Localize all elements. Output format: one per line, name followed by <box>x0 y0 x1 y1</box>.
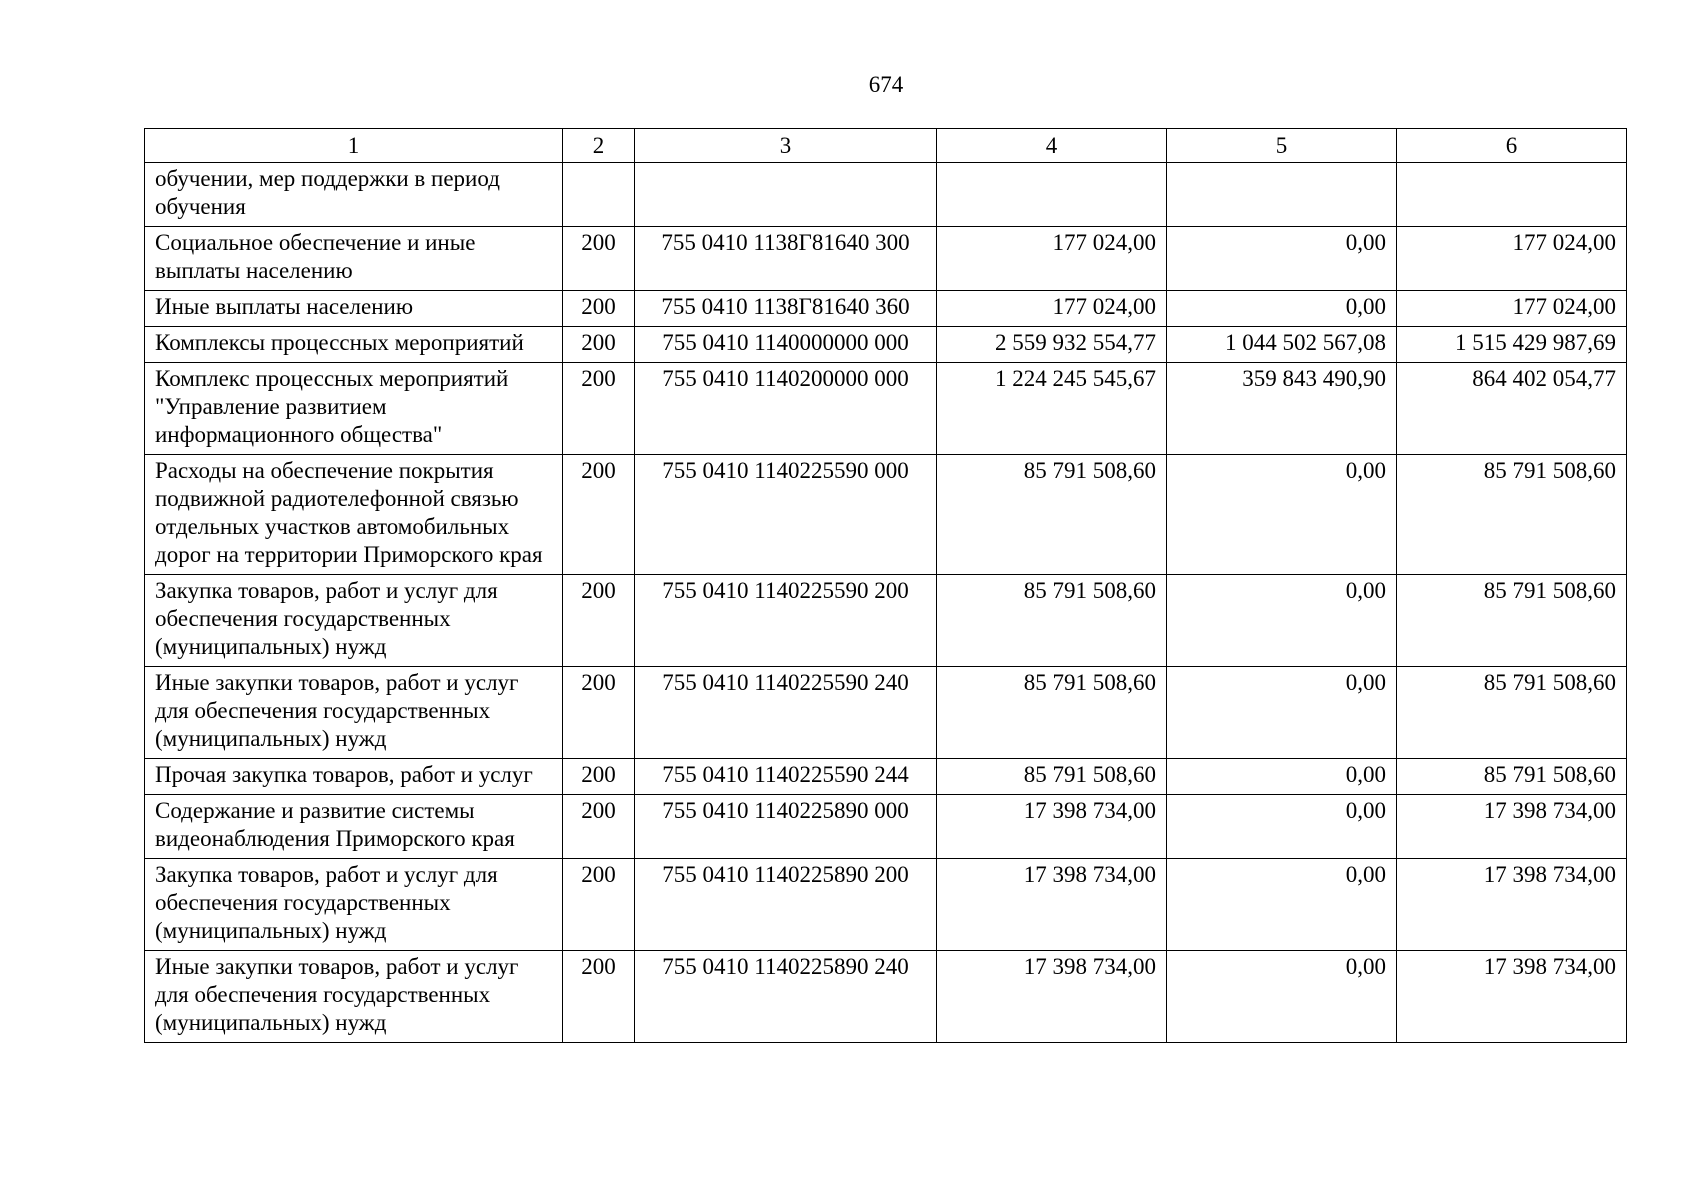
row-code-cell: 755 0410 1140225890 240 <box>635 951 937 1043</box>
column-header: 3 <box>635 129 937 163</box>
page-number: 674 <box>868 72 904 97</box>
header-row <box>145 129 1627 163</box>
table-body <box>145 163 1627 1043</box>
row-amount-federal-cell <box>1167 163 1397 227</box>
row-amount-federal-cell: 1 044 502 567,08 <box>1167 327 1397 363</box>
row-amount-total-cell: 2 559 932 554,77 <box>937 327 1167 363</box>
row-section-cell: 200 <box>563 455 635 575</box>
row-amount-total-cell: 1 224 245 545,67 <box>937 363 1167 455</box>
row-code-cell: 755 0410 1140225890 200 <box>635 859 937 951</box>
row-amount-regional-cell: 177 024,00 <box>1397 227 1627 291</box>
row-section-cell: 200 <box>563 667 635 759</box>
table-header <box>145 129 1627 163</box>
table-row <box>145 163 1627 227</box>
row-name-cell: Комплекс процессных мероприятий "Управление развитием информационного общества" <box>145 363 563 455</box>
row-amount-regional-cell: 85 791 508,60 <box>1397 455 1627 575</box>
row-amount-federal-cell: 0,00 <box>1167 227 1397 291</box>
row-name-cell: Социальное обеспечение и иные выплаты населению <box>145 227 563 291</box>
row-name-cell: Иные закупки товаров, работ и услуг для обеспечения государственных (муниципальных) нужд <box>145 951 563 1043</box>
row-section-cell: 200 <box>563 859 635 951</box>
column-header: 4 <box>937 129 1167 163</box>
row-section-cell: 200 <box>563 363 635 455</box>
column-header: 1 <box>145 129 563 163</box>
row-amount-regional-cell: 17 398 734,00 <box>1397 859 1627 951</box>
row-code-cell: 755 0410 1140225590 000 <box>635 455 937 575</box>
row-section-cell <box>563 163 635 227</box>
row-code-cell: 755 0410 1140000000 000 <box>635 327 937 363</box>
row-name-cell: Закупка товаров, работ и услуг для обеспечения государственных (муниципальных) нужд <box>145 575 563 667</box>
row-name-cell: Закупка товаров, работ и услуг для обеспечения государственных (муниципальных) нужд <box>145 859 563 951</box>
row-section-cell: 200 <box>563 795 635 859</box>
row-amount-regional-cell: 17 398 734,00 <box>1397 795 1627 859</box>
row-amount-total-cell: 177 024,00 <box>937 291 1167 327</box>
row-name-cell: Расходы на обеспечение покрытия подвижной радиотелефонной связью отдельных участков автомобильных дорог на территории Приморского края <box>145 455 563 575</box>
row-amount-federal-cell: 0,00 <box>1167 455 1397 575</box>
row-code-cell <box>635 163 937 227</box>
row-name-cell: Комплексы процессных мероприятий <box>145 327 563 363</box>
row-amount-total-cell: 17 398 734,00 <box>937 859 1167 951</box>
table-row <box>145 759 1627 795</box>
row-code-cell: 755 0410 1138Г81640 360 <box>635 291 937 327</box>
row-name-cell: Прочая закупка товаров, работ и услуг <box>145 759 563 795</box>
row-amount-regional-cell: 1 515 429 987,69 <box>1397 327 1627 363</box>
row-code-cell: 755 0410 1140200000 000 <box>635 363 937 455</box>
row-amount-federal-cell: 0,00 <box>1167 859 1397 951</box>
table-row <box>145 667 1627 759</box>
row-amount-total-cell: 85 791 508,60 <box>937 575 1167 667</box>
row-name-cell: Иные закупки товаров, работ и услуг для обеспечения государственных (муниципальных) нужд <box>145 667 563 759</box>
row-name-cell: обучении, мер поддержки в период обучения <box>145 163 563 227</box>
table-row <box>145 455 1627 575</box>
row-amount-federal-cell: 0,00 <box>1167 667 1397 759</box>
table-row <box>145 575 1627 667</box>
row-amount-regional-cell: 85 791 508,60 <box>1397 759 1627 795</box>
table-row <box>145 327 1627 363</box>
row-amount-federal-cell: 0,00 <box>1167 795 1397 859</box>
row-amount-regional-cell <box>1397 163 1627 227</box>
row-code-cell: 755 0410 1140225590 200 <box>635 575 937 667</box>
row-code-cell: 755 0410 1140225590 240 <box>635 667 937 759</box>
row-amount-total-cell: 177 024,00 <box>937 227 1167 291</box>
row-code-cell: 755 0410 1140225590 244 <box>635 759 937 795</box>
row-amount-regional-cell: 85 791 508,60 <box>1397 667 1627 759</box>
row-section-cell: 200 <box>563 227 635 291</box>
row-name-cell: Иные выплаты населению <box>145 291 563 327</box>
row-amount-federal-cell: 0,00 <box>1167 951 1397 1043</box>
row-amount-federal-cell: 0,00 <box>1167 575 1397 667</box>
row-amount-total-cell: 85 791 508,60 <box>937 759 1167 795</box>
row-section-cell: 200 <box>563 951 635 1043</box>
row-amount-federal-cell: 0,00 <box>1167 291 1397 327</box>
table-row <box>145 363 1627 455</box>
column-header: 6 <box>1397 129 1627 163</box>
column-header: 2 <box>563 129 635 163</box>
column-header: 5 <box>1167 129 1397 163</box>
row-section-cell: 200 <box>563 327 635 363</box>
table-row <box>145 291 1627 327</box>
row-code-cell: 755 0410 1138Г81640 300 <box>635 227 937 291</box>
row-amount-regional-cell: 85 791 508,60 <box>1397 575 1627 667</box>
row-section-cell: 200 <box>563 759 635 795</box>
budget-table <box>144 128 1627 1043</box>
row-amount-total-cell <box>937 163 1167 227</box>
row-code-cell: 755 0410 1140225890 000 <box>635 795 937 859</box>
row-amount-federal-cell: 0,00 <box>1167 759 1397 795</box>
table-row <box>145 795 1627 859</box>
row-amount-total-cell: 85 791 508,60 <box>937 667 1167 759</box>
row-amount-regional-cell: 864 402 054,77 <box>1397 363 1627 455</box>
row-amount-total-cell: 85 791 508,60 <box>937 455 1167 575</box>
row-section-cell: 200 <box>563 291 635 327</box>
row-amount-federal-cell: 359 843 490,90 <box>1167 363 1397 455</box>
table-row <box>145 951 1627 1043</box>
row-amount-total-cell: 17 398 734,00 <box>937 795 1167 859</box>
table-row <box>145 227 1627 291</box>
row-amount-regional-cell: 177 024,00 <box>1397 291 1627 327</box>
row-amount-total-cell: 17 398 734,00 <box>937 951 1167 1043</box>
table-row <box>145 859 1627 951</box>
row-name-cell: Содержание и развитие системы видеонаблюдения Приморского края <box>145 795 563 859</box>
row-amount-regional-cell: 17 398 734,00 <box>1397 951 1627 1043</box>
row-section-cell: 200 <box>563 575 635 667</box>
